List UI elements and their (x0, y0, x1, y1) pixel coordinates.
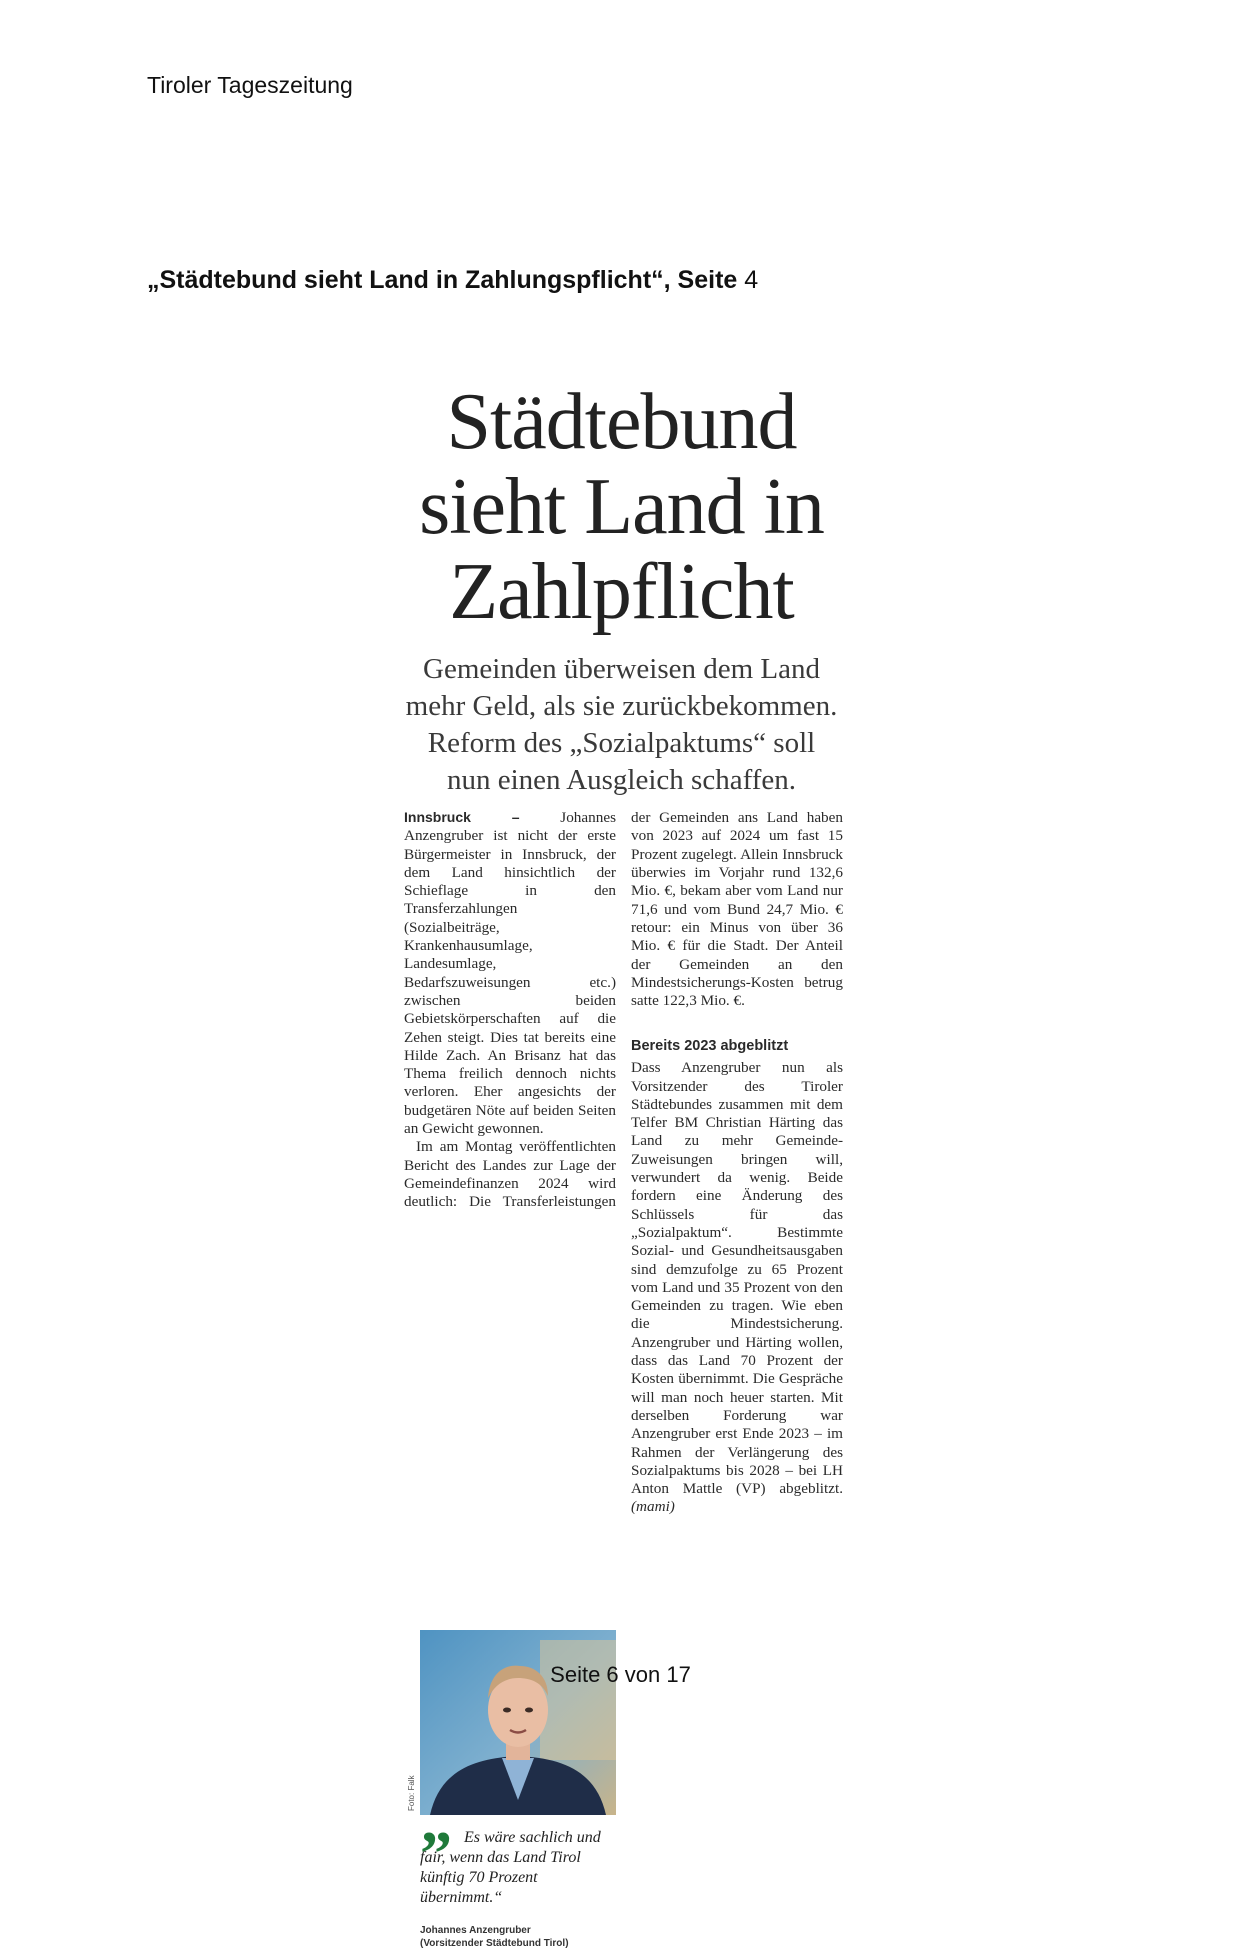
reference-page: 4 (737, 266, 759, 294)
quote-role: (Vorsitzender Städtebund Tirol) (420, 1938, 569, 1949)
pull-quote (420, 1818, 616, 1950)
article-headline: Städtebund sieht Land in Zahlpflicht (419, 378, 824, 636)
column-left (404, 808, 616, 1210)
article-reference (147, 266, 758, 295)
dateline: Innsbruck – (404, 809, 520, 825)
column-right (631, 808, 843, 1517)
article-subhead: Bereits 2023 abgeblitzt (631, 1038, 789, 1054)
reference-title: „Städtebund sieht Land in Zahlungspflicht“, Seite (147, 266, 738, 294)
quote-author: Johannes Anzengruber (420, 1925, 531, 1936)
photo-credit: Foto: Falk (407, 1775, 416, 1811)
quote-text: Es wäre sachlich und fair, wenn das Land Tirol künftig 70 Prozent übernimmt.“ (420, 1829, 601, 1906)
paragraph-1-text: Johannes Anzengruber ist nicht der erste Bürgermeister in Innsbruck, der dem Land hinsichtlich der Schieflage in den Transferzahlungen (Sozialbeiträge, Krankenhausumlage, Landesumlage, Bedarfszuweisungen etc.) zwischen beiden Gebietskörperschaften auf die Zehen steigt. Dies tat bereits eine Hilde Zach. An Brisanz hat das Thema freilich dennoch nichts verloren. Eher angesichts der budgetären Nöte auf beiden Seiten an Gewicht gewonnen. (404, 809, 616, 1138)
portrait-photo (404, 1630, 616, 1815)
page-number: Seite 6 von 17 (550, 1662, 691, 1687)
publication-name: Tiroler Tageszeitung (147, 72, 353, 98)
quote-attribution (420, 1924, 616, 1950)
article-dek: Gemeinden überweisen dem Land mehr Geld, als sie zurückbekommen. Reform des „Sozialpaktums“ soll nun einen Ausgleich schaffen. (405, 653, 838, 796)
portrait-image (420, 1630, 616, 1815)
paragraph-3: Dass Anzengruber nun als Vorsitzender des Tiroler Städtebundes zusammen mit dem Telfer BM Christian Härting das Land zu mehr Gemeinde-Zuweisungen bringen will, verwundert da wenig. Beide fordern eine Änderung des Schlüssels für das „Sozialpaktum“. Bestimmte Sozial- und Gesundheitsausgaben sind demzufolge zu 65 Prozent vom Land und 35 Prozent von den Gemeinden zu tragen. Wie eben die Mindestsicherung. Anzengruber und Härting wollen, dass das Land 70 Prozent der Kosten übernimmt. Die Gespräche will man noch heuer starten. Mit derselben Forderung war Anzengruber erst Ende 2023 – im Rahmen der Verlängerung des Sozialpaktums bis 2028 – bei LH Anton Mattle (VP) abgeblitzt. (mami) (631, 1059, 843, 1516)
paragraph-1 (404, 808, 616, 1138)
paragraph-2-start: Im am Montag veröffentlichten Bericht des Landes zur Lage der Gemeindefinanzen 2024 wird deutlich: Die Transferleistungen (404, 1138, 616, 1211)
quote-mark-icon: ” (420, 1818, 452, 1889)
paragraph-2-continued: der Gemeinden ans Land haben von 2023 auf 2024 um fast 15 Prozent zugelegt. Allein Innsbruck überwies im Vorjahr rund 132,6 Mio. €, bekam aber vom Land nur 71,6 und vom Bund 24,7 Mio. € retour: ein Minus von über 36 Mio. € für die Stadt. Der Anteil der Gemeinden an den Mindestsicherungs-Kosten betrug satte 122,3 Mio. €. (631, 809, 843, 1010)
author-signature: (mami) (631, 1498, 675, 1516)
